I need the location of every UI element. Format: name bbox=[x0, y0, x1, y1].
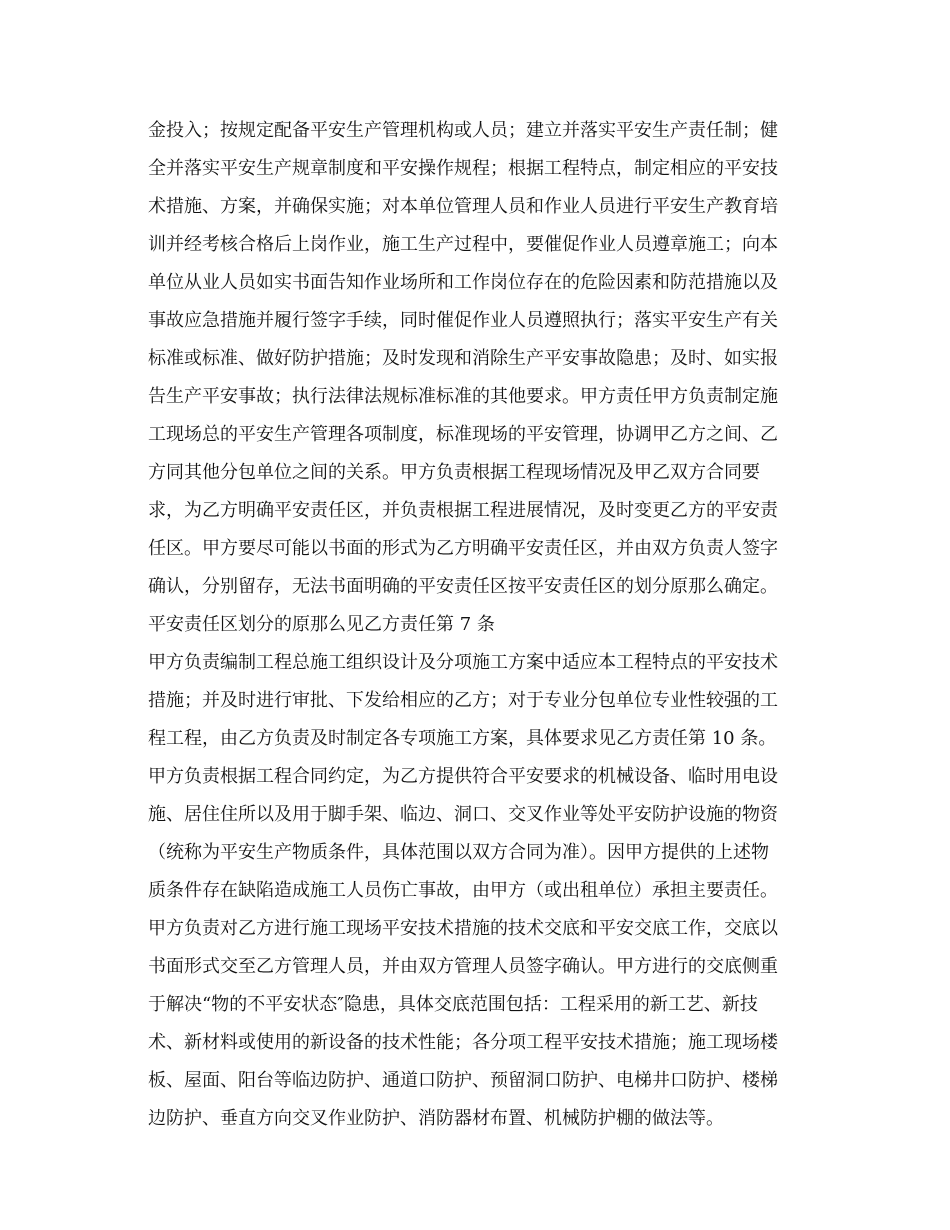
text-line: 板、屋面、阳台等临边防护、通道口防护、预留洞口防护、电梯井口防护、楼梯 bbox=[148, 1070, 778, 1091]
text-line: 单位从业人员如实书面告知作业场所和工作岗位存在的危险因素和防范措施以及 bbox=[148, 272, 778, 293]
text-line: （统称为平安生产物质条件，具体范围以双方合同为准）。因甲方提供的上述物 bbox=[148, 842, 769, 863]
text-line: 任区。甲方要尽可能以书面的形式为乙方明确平安责任区，并由双方负责人签字 bbox=[148, 538, 778, 559]
text-line: 书面形式交至乙方管理人员，并由双方管理人员签字确认。甲方进行的交底侧重 bbox=[148, 956, 778, 977]
text-line: 训并经考核合格后上岗作业，施工生产过程中，要催促作业人员遵章施工；向本 bbox=[148, 234, 778, 255]
text-line: 程工程，由乙方负责及时制定各专项施工方案，具体要求见乙方责任第 10 条。 bbox=[148, 728, 777, 749]
text-line: 甲方负责对乙方进行施工现场平安技术措施的技术交底和平安交底工作，交底以 bbox=[148, 918, 778, 939]
text-line: 边防护、垂直方向交叉作业防护、消防器材布置、机械防护棚的做法等。 bbox=[148, 1108, 724, 1129]
text-line: 甲方负责编制工程总施工组织设计及分项施工方案中适应本工程特点的平安技术 bbox=[148, 652, 778, 673]
text-line: 确认，分别留存，无法书面明确的平安责任区按平安责任区的划分原那么确定。 bbox=[148, 576, 778, 597]
text-line: 告生产平安事故；执行法律法规标准标准的其他要求。甲方责任甲方负责制定施 bbox=[148, 386, 778, 407]
text-line: 平安责任区划分的原那么见乙方责任第 7 条 bbox=[148, 614, 495, 635]
text-line: 甲方负责根据工程合同约定，为乙方提供符合平安要求的机械设备、临时用电设 bbox=[148, 766, 778, 787]
text-line: 术措施、方案，并确保实施；对本单位管理人员和作业人员进行平安生产教育培 bbox=[148, 196, 778, 217]
text-line: 方同其他分包单位之间的关系。甲方负责根据工程现场情况及甲乙双方合同要 bbox=[148, 462, 760, 483]
body-text bbox=[148, 112, 808, 1138]
text-line: 施、居住住所以及用于脚手架、临边、洞口、交叉作业等处平安防护设施的物资 bbox=[148, 804, 778, 825]
text-line: 措施；并及时进行审批、下发给相应的乙方；对于专业分包单位专业性较强的工 bbox=[148, 690, 778, 711]
text-line: 于解决“物的不平安状态″隐患，具体交底范围包括：工程采用的新工艺、新技 bbox=[148, 994, 758, 1015]
text-line: 事故应急措施并履行签字手续，同时催促作业人员遵照执行；落实平安生产有关 bbox=[148, 310, 778, 331]
text-line: 金投入；按规定配备平安生产管理机构或人员；建立并落实平安生产责任制；健 bbox=[148, 120, 778, 141]
text-line: 全并落实平安生产规章制度和平安操作规程；根据工程特点，制定相应的平安技 bbox=[148, 158, 778, 179]
text-line: 术、新材料或使用的新设备的技术性能；各分项工程平安技术措施；施工现场楼 bbox=[148, 1032, 778, 1053]
text-line: 工现场总的平安生产管理各项制度，标准现场的平安管理，协调甲乙方之间、乙 bbox=[148, 424, 778, 445]
text-line: 标准或标准、做好防护措施；及时发现和消除生产平安事故隐患；及时、如实报 bbox=[148, 348, 778, 369]
text-line: 质条件存在缺陷造成施工人员伤亡事故，由甲方（或出租单位）承担主要责任。 bbox=[148, 880, 778, 901]
text-line: 求，为乙方明确平安责任区，并负责根据工程进展情况，及时变更乙方的平安责 bbox=[148, 500, 778, 521]
